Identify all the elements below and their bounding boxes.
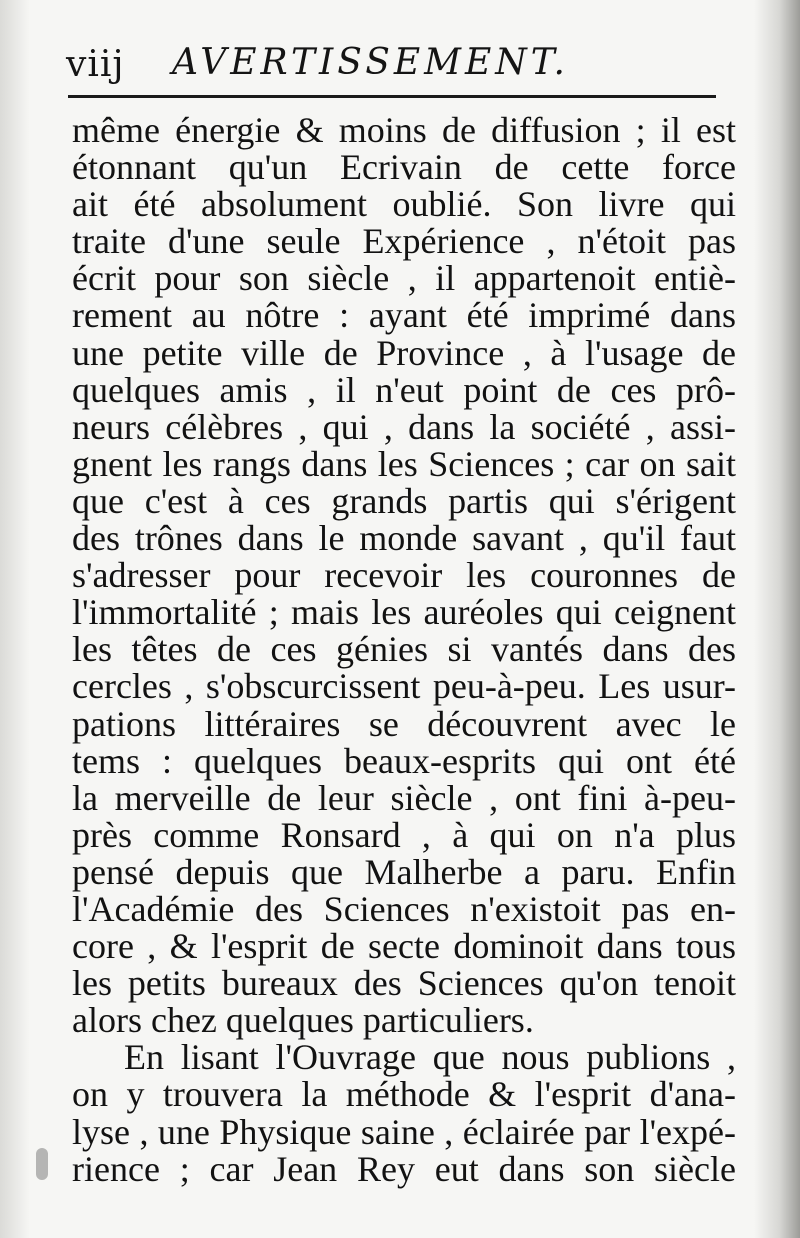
text-line: près comme Ronsard , à qui on n'a plus	[72, 814, 736, 855]
page-number: viij	[66, 44, 125, 85]
text-line: traite d'une seule Expérience , n'étoit pas	[72, 221, 736, 262]
text-line: des trônes dans le monde savant , qu'il faut	[72, 518, 736, 559]
text-line: étonnant qu'un Ecrivain de cette force	[72, 147, 736, 188]
text-line: pations littéraires se découvrent avec le	[72, 703, 736, 744]
text-line: l'Académie des Sciences n'existoit pas en-	[72, 888, 736, 929]
text-line: que c'est à ces grands partis qui s'érigent	[72, 480, 736, 521]
text-line: core , & l'esprit de secte dominoit dans tous	[72, 926, 736, 967]
text-line: lyse , une Physique saine , éclairée par l'expé-	[72, 1111, 736, 1152]
text-line: l'immortalité ; mais les auréoles qui ceignent	[72, 592, 736, 633]
running-title: AVERTISSEMENT.	[172, 42, 569, 83]
text-line: écrit pour son siècle , il appartenoit entiè-	[72, 258, 736, 299]
paragraph-1	[72, 112, 736, 1039]
text-line: quelques amis , il n'eut point de ces prô-	[72, 369, 736, 410]
text-line: les têtes de ces génies si vantés dans des	[72, 629, 736, 670]
text-line: pensé depuis que Malherbe a paru. Enfin	[72, 851, 736, 892]
text-line: alors chez quelques particuliers.	[72, 1000, 534, 1041]
paragraph-2	[72, 1039, 736, 1187]
text-line: gnent les rangs dans les Sciences ; car on sait	[72, 443, 736, 484]
text-line: tems : quelques beaux-esprits qui ont été	[72, 740, 736, 781]
text-line: rement au nôtre : ayant été imprimé dans	[72, 295, 736, 336]
text-line: même énergie & moins de diffusion ; il est	[72, 110, 736, 150]
page-header	[66, 38, 726, 88]
text-line: la merveille de leur siècle , ont fini à-peu-	[72, 777, 736, 818]
text-line: ait été absolument oublié. Son livre qui	[72, 184, 736, 225]
text-line: on y trouvera la méthode & l'esprit d'ana-	[72, 1074, 736, 1115]
text-line: En lisant l'Ouvrage que nous publions ,	[124, 1037, 736, 1078]
header-rule	[68, 95, 716, 98]
text-line: une petite ville de Province , à l'usage de	[72, 332, 736, 373]
text-line: neurs célèbres , qui , dans la société , assi-	[72, 406, 736, 447]
page-left-shadow	[0, 0, 30, 1238]
page-gutter-shadow	[754, 0, 800, 1238]
text-line: cercles , s'obscurcissent peu-à-peu. Les usur-	[72, 666, 736, 707]
body-text	[72, 112, 736, 1188]
text-line: les petits bureaux des Sciences qu'on tenoit	[72, 963, 736, 1004]
text-line: s'adresser pour recevoir les couronnes de	[72, 555, 736, 596]
margin-ink-mark	[36, 1148, 48, 1180]
text-line: rience ; car Jean Rey eut dans son siècle	[72, 1148, 736, 1189]
